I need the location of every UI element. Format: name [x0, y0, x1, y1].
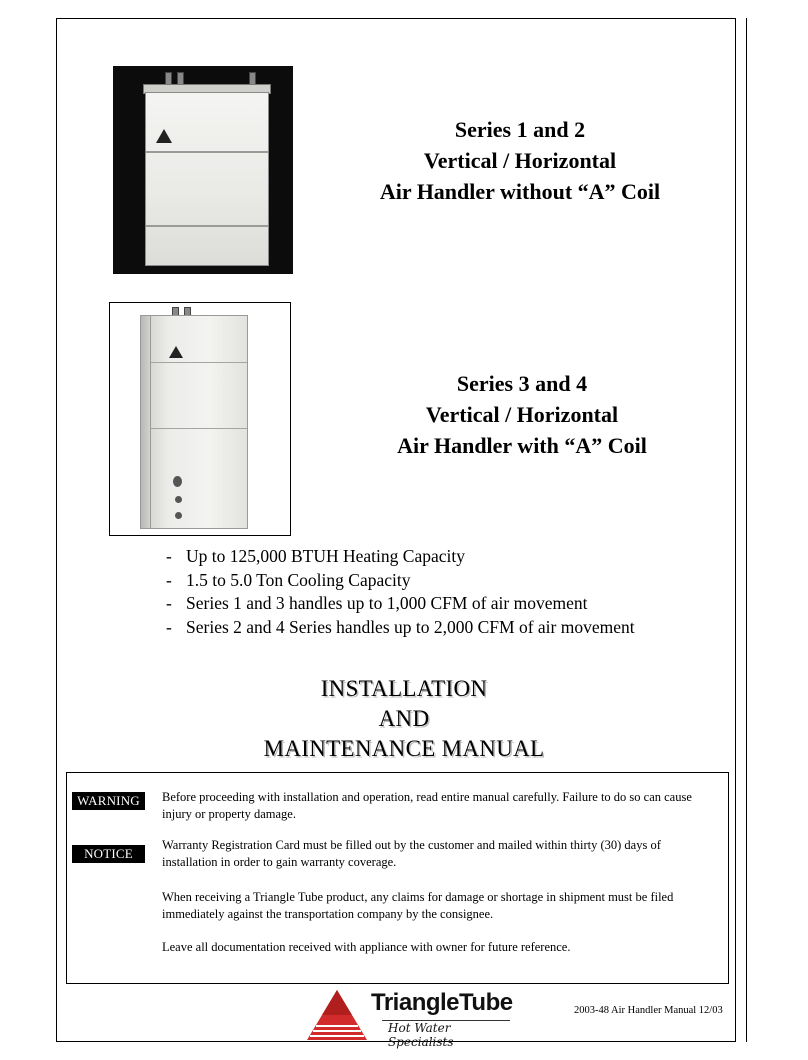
manual-heading-line: INSTALLATION	[320, 676, 488, 701]
series-3-4-heading: Series 3 and 4	[456, 371, 588, 396]
panel-seam	[151, 428, 247, 429]
brand-name: TriangleTube	[371, 989, 513, 1016]
safety-notice-box	[66, 772, 729, 984]
cabinet	[145, 92, 269, 266]
manual-heading-line: MAINTENANCE MANUAL	[263, 736, 545, 761]
manual-heading-line: AND	[378, 706, 430, 731]
triangle-logo-icon	[156, 129, 172, 143]
series-1-2-title	[330, 114, 710, 207]
notice-label: NOTICE	[72, 845, 145, 863]
product-photo-series-3-4	[109, 302, 291, 536]
right-margin-rule	[746, 18, 747, 1042]
document-code: 2003-48 Air Handler Manual 12/03	[574, 1005, 723, 1016]
triangle-brand-icon	[304, 988, 370, 1042]
cabinet	[150, 315, 248, 529]
warning-text: Before proceeding with installation and operation, read entire manual carefully. Failure to do so can cause injury or property damage.	[162, 790, 692, 821]
panel-seam	[146, 225, 268, 227]
manual-heading	[150, 674, 658, 764]
feature-list	[166, 545, 726, 639]
brand-logo	[304, 988, 514, 1049]
documentation-text: Leave all documentation received with appliance with owner for future reference.	[162, 940, 571, 954]
series-3-4-title	[330, 368, 714, 461]
series-3-4-description: Air Handler with “A” Coil	[397, 433, 647, 458]
triangle-logo-icon	[169, 346, 183, 358]
list-item: - Up to 125,000 BTUH Heating Capacity	[166, 546, 465, 566]
series-1-2-orientation: Vertical / Horizontal	[423, 148, 617, 173]
warranty-notice-text: Warranty Registration Card must be filled out by the customer and mailed within thirty (30) days of installation in order to gain warranty coverage.	[162, 838, 661, 869]
list-item: - Series 1 and 3 handles up to 1,000 CFM of air movement	[166, 593, 588, 613]
series-3-4-orientation: Vertical / Horizontal	[425, 402, 619, 427]
list-item: - Series 2 and 4 Series handles up to 2,000 CFM of air movement	[166, 616, 635, 637]
drain-port-icon	[175, 496, 182, 503]
panel-seam	[146, 151, 268, 153]
panel-seam	[151, 362, 247, 363]
brand-tagline: Hot Water Specialists	[388, 1021, 454, 1049]
drain-port-icon	[175, 512, 182, 519]
shipping-claims-text: When receiving a Triangle Tube product, any claims for damage or shortage in shipment must be filed immediately against the transportation company by the consignee.	[162, 890, 674, 921]
series-1-2-description: Air Handler without “A” Coil	[379, 179, 661, 204]
drain-port-icon	[173, 476, 182, 487]
series-1-2-heading: Series 1 and 2	[454, 117, 586, 142]
list-item: - 1.5 to 5.0 Ton Cooling Capacity	[166, 569, 411, 590]
product-photo-series-1-2	[113, 66, 293, 274]
warning-label: WARNING	[72, 792, 145, 810]
